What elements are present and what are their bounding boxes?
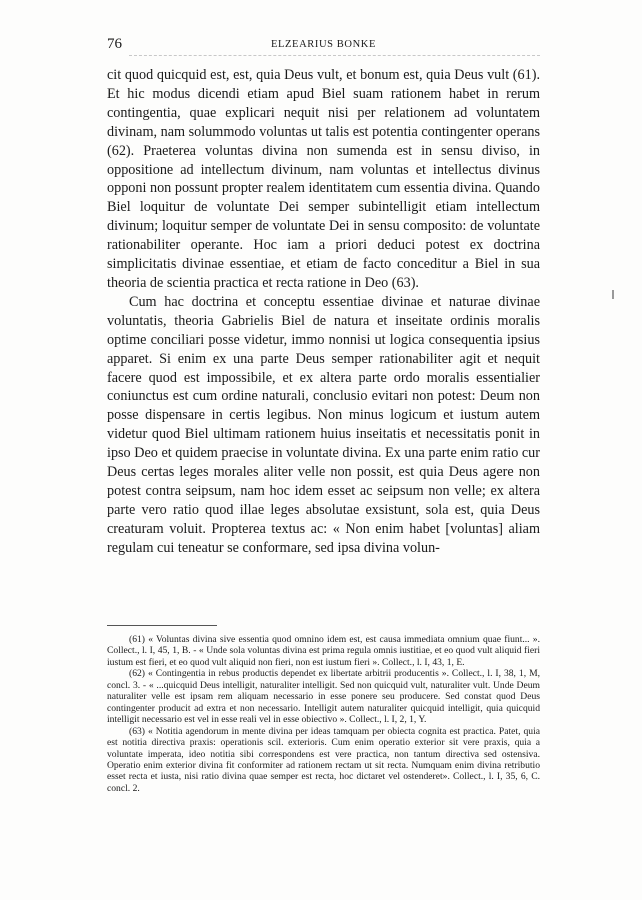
- footnote-62: (62) « Contingentia in rebus productis dependet ex libertate arbitrii producentis ». Collect., l. I, 38, 1, M, concl. 3. - « ...quicquid Deus intelligit, naturaliter intelligit. Sed non quicquid vult, naturaliter vult. Unde Deum naturaliter velle est ipsam rem aliquam necessario in esse ponere seu producere. Sed constat quod Deus contingenter producit ad extra et non necessario. Intelligit autem naturaliter quicquid intelligit, quia quicquid intelligit necessario est vel in esse reali vel in esse obiectivo ». Collect., l. I, 2, 1, Y.: [107, 668, 540, 726]
- main-text: [107, 66, 540, 558]
- page-number: 76: [107, 36, 122, 52]
- page-header: [107, 36, 540, 56]
- paragraph: cit quod quicquid est, est, quia Deus vult, et bonum est, quia Deus vult (61). Et hic modus dicendi etiam apud Biel suam rationem habet in rerum contingentia, quae explicari nequit nisi per relationem ad voluntatem divinam, nam solummodo voluntas ut talis est potentia contingenter operans (62). Praeterea voluntas divina non sumenda est in sensu diviso, in oppositione ad intellectum divinum, nam voluntas et intellectus divinus opponi non possunt propter realem identitatem cum essentia divina. Quando Biel loquitur de voluntate Dei semper subintelligit etiam intellectum divinum; loquitur semper de voluntate Dei in sensu composito: de voluntate rationabiliter operante. Hoc iam a priori deduci potest ex doctrina simplicitatis divinae essentiae, et etiam de facto conceditur a Biel in sua theoria de scientia practica et recta ratione in Deo (63).: [107, 67, 540, 291]
- footnote-63: (63) « Notitia agendorum in mente divina per ideas tamquam per obiecta cognita est practica. Patet, quia est notitia directiva praxis: operationis scil. exterioris. Cum enim operatio exterior sit vere praxis, quia a voluntate imperata, ideo notitia sibi correspondens est vere practica, non tantum directiva sed ostensiva. Operatio enim exterior divina fit conformiter ad rationem rectam ut sit recta. Numquam enim divina retributio esset recta et iusta, nisi ratio divina quae semper est recta, hoc dictaret vel ostenderet». Collect., l. I, 35, 6, C. concl. 2.: [107, 725, 540, 794]
- paragraph: Cum hac doctrina et conceptu essentiae divinae et naturae divinae voluntatis, theoria Gabrielis Biel de natura et inseitate ordinis moralis optime conciliari posse videtur, immo nonnisi ut logica consequentia ipsius apparet. Si enim ex una parte Deus semper rationabiliter agit et nequit facere quod est impossibile, et ex altera parte ordo moralis essentialier coniunctus est cum ordine naturali, conclusio evitari non potest: Deum non posse dispensare in certis legibus. Non minus logicum et iustum autem videtur quod Biel ultimam rationem huius inseitatis et necessitatis ponit in ipso Deo et quidem praecise in voluntate divina. Ex una parte enim ratio cur Deus certas leges morales aliter velle non possit, est quia Deus agere non potest contra seipsum, nam hoc idem esset ac seipsum non velle; ex altera parte vero ratio quod illae leges absolutae exsistunt, sola est, quia Deus creaturam voluit. Propterea textus ac: « Non enim habet [voluntas] aliam regulam cui teneatur se conformare, sed ipsa divina volun-: [107, 293, 540, 556]
- running-head: ELZEARIUS BONKE: [271, 39, 376, 50]
- header-rule: [129, 55, 540, 56]
- footnotes: [107, 634, 540, 794]
- scan-mark: [612, 290, 614, 299]
- footnote-61: (61) « Voluntas divina sive essentia quod omnino idem est, est causa immediata omnium quae fiunt... ». Collect., l. I, 45, 1, B. - « Unde sola voluntas divina est prima regula omnis iustitiae, et eo quod vult aliquid fieri iustum est fieri, et eo quod vult aliquid non fieri, non est iustum fieri ». Collect., l. I, 43, 1, E.: [107, 634, 540, 668]
- footnote-separator: [107, 625, 217, 626]
